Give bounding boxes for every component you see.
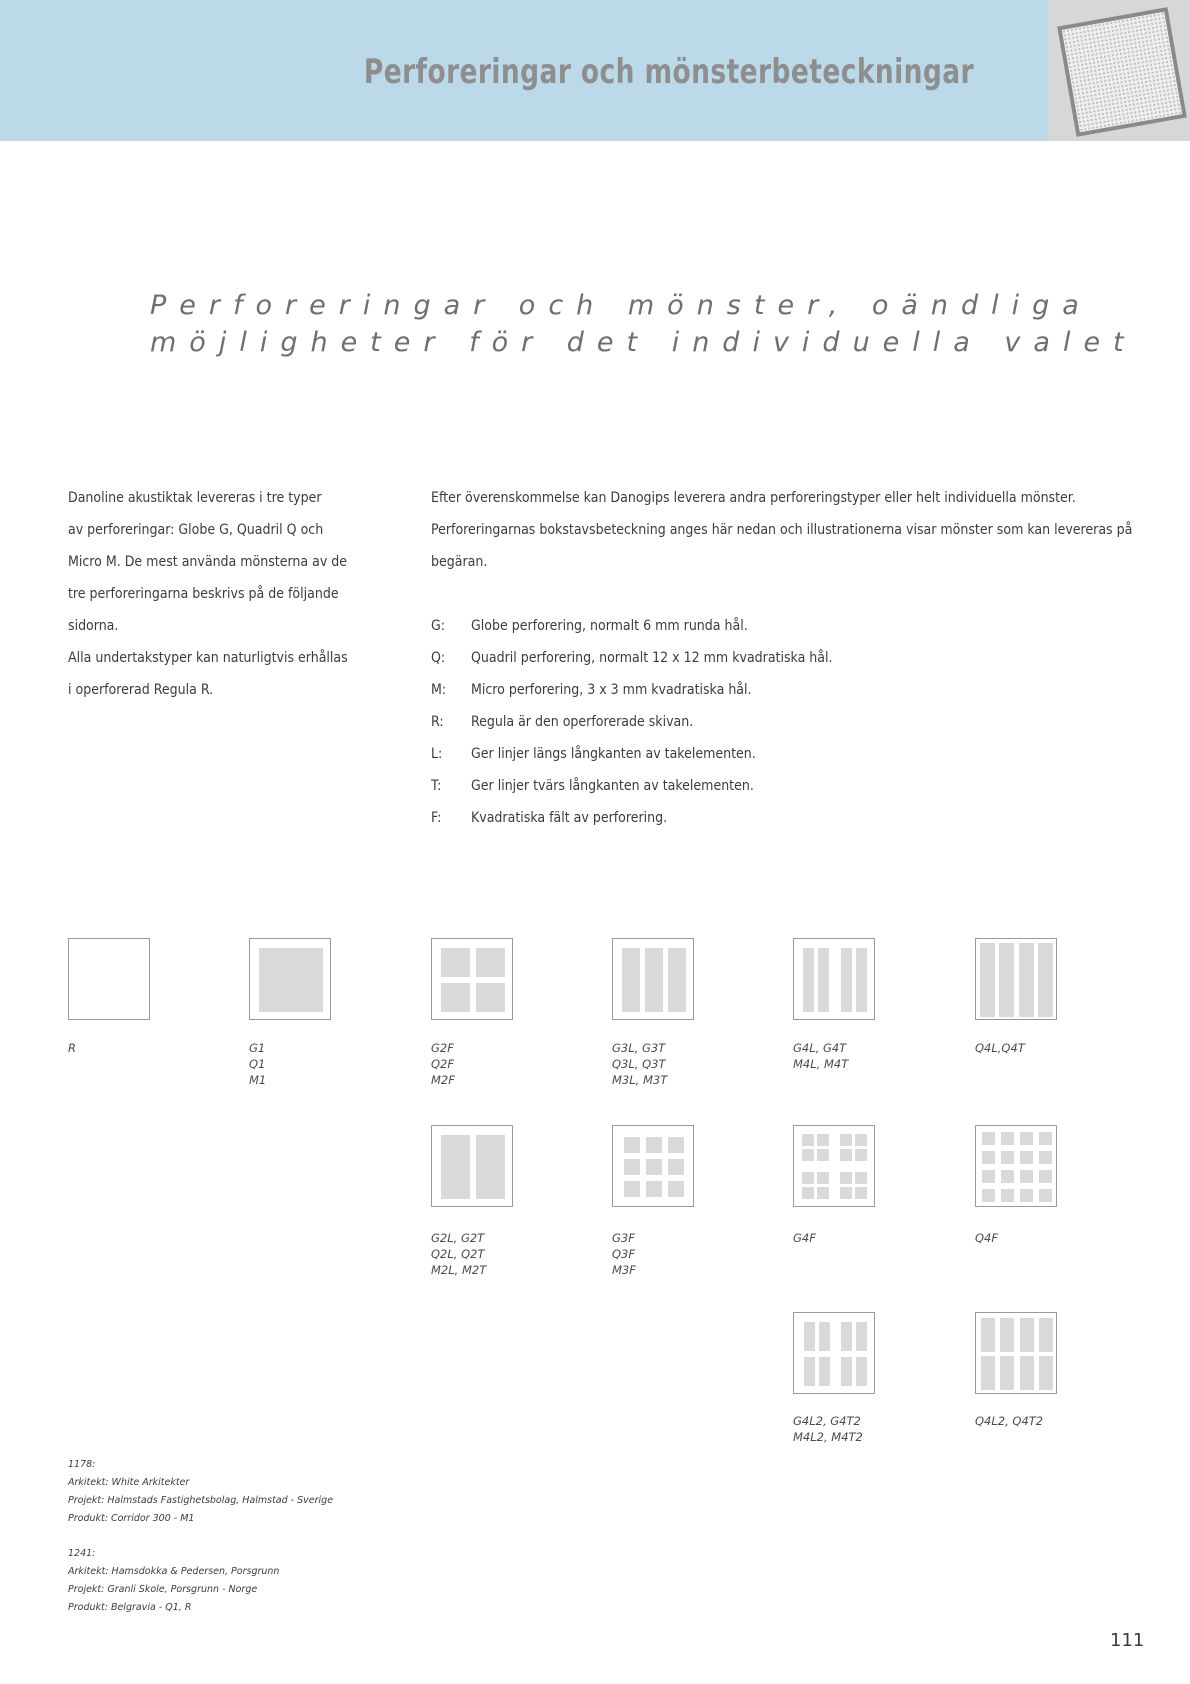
pattern-r-diagram bbox=[68, 938, 150, 1020]
caption-number: 1241: bbox=[68, 1548, 96, 1559]
definition-item bbox=[431, 646, 1071, 678]
pattern-label bbox=[431, 1230, 486, 1278]
pattern-label bbox=[431, 1040, 455, 1088]
pattern-code: M3L, M3T bbox=[612, 1073, 668, 1087]
definition-key: Q: bbox=[431, 650, 446, 666]
pattern-4l-shape bbox=[794, 939, 876, 1021]
pattern-2l-shape bbox=[432, 1126, 514, 1208]
pattern-code: Q4L,Q4T bbox=[975, 1041, 1025, 1055]
caption-line: Arkitekt: White Arkitekter bbox=[68, 1477, 190, 1488]
pattern-label bbox=[793, 1230, 816, 1246]
definition-item bbox=[431, 742, 1071, 774]
definition-key: G: bbox=[431, 618, 446, 634]
intro-text bbox=[68, 486, 358, 710]
pattern-code: M4L2, M4T2 bbox=[793, 1430, 863, 1444]
pattern-3l-diagram bbox=[612, 938, 694, 1020]
pattern-code: Q1 bbox=[249, 1057, 266, 1071]
perforated-ceiling-panel-photo bbox=[1048, 0, 1190, 141]
definition-text: Regula är den operforerade skivan. bbox=[471, 714, 694, 730]
description-text bbox=[431, 486, 1133, 582]
definition-key: L: bbox=[431, 746, 443, 762]
pattern-3l-shape bbox=[613, 939, 695, 1021]
page-number: 111 bbox=[1110, 1630, 1145, 1651]
definition-text: Micro perforering, 3 x 3 mm kvadratiska hål. bbox=[471, 682, 752, 698]
pattern-label bbox=[612, 1040, 667, 1088]
pattern-q4l-shape bbox=[976, 939, 1058, 1021]
pattern-label bbox=[975, 1413, 1043, 1429]
pattern-code: Q2F bbox=[431, 1057, 454, 1071]
definition-item bbox=[431, 774, 1071, 806]
intro-line: Alla undertakstyper kan naturligtvis erhållas bbox=[68, 650, 348, 666]
definition-text: Kvadratiska fält av perforering. bbox=[471, 810, 668, 826]
ceiling-panel-image bbox=[1057, 7, 1187, 137]
pattern-label bbox=[249, 1040, 266, 1088]
pattern-code: G4L2, G4T2 bbox=[793, 1414, 861, 1428]
pattern-4l-diagram bbox=[793, 938, 875, 1020]
pattern-q4l2-shape bbox=[976, 1313, 1058, 1395]
pattern-g4f-diagram bbox=[793, 1125, 875, 1207]
definition-text: Ger linjer längs långkanten av takelementen. bbox=[471, 746, 756, 762]
pattern-code: M2F bbox=[431, 1073, 455, 1087]
pattern-code: G2L, G2T bbox=[431, 1231, 485, 1245]
pattern-code: G2F bbox=[431, 1041, 454, 1055]
description-line: begäran. bbox=[431, 554, 488, 570]
definition-item bbox=[431, 614, 1071, 646]
caption-line: Projekt: Halmstads Fastighetsbolag, Halmstad - Sverige bbox=[68, 1495, 334, 1506]
definition-list bbox=[431, 614, 1071, 838]
caption-number: 1178: bbox=[68, 1459, 96, 1470]
intro-line: i operforerad Regula R. bbox=[68, 682, 214, 698]
pattern-label bbox=[68, 1040, 76, 1056]
subtitle-line-1: Perforeringar och mönster, oändliga bbox=[150, 290, 1092, 321]
pattern-2f-shape bbox=[432, 939, 514, 1021]
pattern-label bbox=[793, 1413, 863, 1445]
pattern-code: Q4L2, Q4T2 bbox=[975, 1414, 1044, 1428]
pattern-1-shape bbox=[250, 939, 332, 1021]
caption-line: Arkitekt: Hamsdokka & Pedersen, Porsgrunn bbox=[68, 1566, 280, 1577]
pattern-q4f-diagram bbox=[975, 1125, 1057, 1207]
description-line: Perforeringarnas bokstavsbeteckning anges här nedan och illustrationerna visar mönster som kan levereras på bbox=[431, 522, 1133, 538]
caption-line: Projekt: Granli Skole, Porsgrunn - Norge bbox=[68, 1584, 258, 1595]
pattern-2f-diagram bbox=[431, 938, 513, 1020]
caption-line: Produkt: Belgravia - Q1, R bbox=[68, 1602, 192, 1613]
pattern-r-shape bbox=[69, 939, 151, 1021]
pattern-label bbox=[793, 1040, 848, 1072]
definition-item bbox=[431, 678, 1071, 710]
pattern-code: G4F bbox=[793, 1231, 816, 1245]
definition-item bbox=[431, 806, 1071, 838]
pattern-g4f-shape bbox=[794, 1126, 876, 1208]
pattern-1-diagram bbox=[249, 938, 331, 1020]
pattern-3f-diagram bbox=[612, 1125, 694, 1207]
caption-line: Produkt: Corridor 300 - M1 bbox=[68, 1513, 195, 1524]
pattern-code: Q3L, Q3T bbox=[612, 1057, 666, 1071]
page-title: Perforeringar och mönsterbeteckningar bbox=[363, 52, 974, 92]
definition-key: M: bbox=[431, 682, 447, 698]
definition-text: Ger linjer tvärs långkanten av takelementen. bbox=[471, 778, 754, 794]
pattern-code: M2L, M2T bbox=[431, 1263, 487, 1277]
pattern-code: Q3F bbox=[612, 1247, 635, 1261]
definition-key: F: bbox=[431, 810, 442, 826]
intro-line: tre perforeringarna beskrivs på de följande bbox=[68, 586, 339, 602]
pattern-g4l2-shape bbox=[794, 1313, 876, 1395]
intro-line: sidorna. bbox=[68, 618, 119, 634]
pattern-code: G3L, G3T bbox=[612, 1041, 666, 1055]
pattern-q4l-diagram bbox=[975, 938, 1057, 1020]
pattern-g4l2-diagram bbox=[793, 1312, 875, 1394]
definition-item bbox=[431, 710, 1071, 742]
pattern-code: M1 bbox=[249, 1073, 267, 1087]
intro-line: Danoline akustiktak levereras i tre typer bbox=[68, 490, 322, 506]
subtitle-line-2: möjligheter för det individuella valet bbox=[150, 327, 1137, 358]
photo-caption-1178 bbox=[68, 1456, 333, 1528]
pattern-3f-shape bbox=[613, 1126, 695, 1208]
definition-key: T: bbox=[431, 778, 442, 794]
pattern-q4l2-diagram bbox=[975, 1312, 1057, 1394]
intro-line: Micro M. De mest använda mönsterna av de bbox=[68, 554, 348, 570]
pattern-code: Q4F bbox=[975, 1231, 998, 1245]
pattern-code: G1 bbox=[249, 1041, 266, 1055]
definition-key: R: bbox=[431, 714, 444, 730]
pattern-code: G4L, G4T bbox=[793, 1041, 847, 1055]
pattern-label bbox=[975, 1230, 998, 1246]
pattern-q4f-shape bbox=[976, 1126, 1058, 1208]
definition-text: Globe perforering, normalt 6 mm runda hål. bbox=[471, 618, 748, 634]
pattern-code: Q2L, Q2T bbox=[431, 1247, 485, 1261]
photo-caption-1241 bbox=[68, 1545, 279, 1617]
description-line: Efter överenskommelse kan Danogips leverera andra perforeringstyper eller helt individuella mönster. bbox=[431, 490, 1076, 506]
pattern-label bbox=[975, 1040, 1025, 1056]
pattern-code: M4L, M4T bbox=[793, 1057, 849, 1071]
pattern-2l-diagram bbox=[431, 1125, 513, 1207]
pattern-label bbox=[612, 1230, 636, 1278]
pattern-code: M3F bbox=[612, 1263, 636, 1277]
intro-line: av perforeringar: Globe G, Quadril Q och bbox=[68, 522, 324, 538]
definition-text: Quadril perforering, normalt 12 x 12 mm kvadratiska hål. bbox=[471, 650, 833, 666]
pattern-code: G3F bbox=[612, 1231, 635, 1245]
pattern-code: R bbox=[68, 1041, 76, 1055]
